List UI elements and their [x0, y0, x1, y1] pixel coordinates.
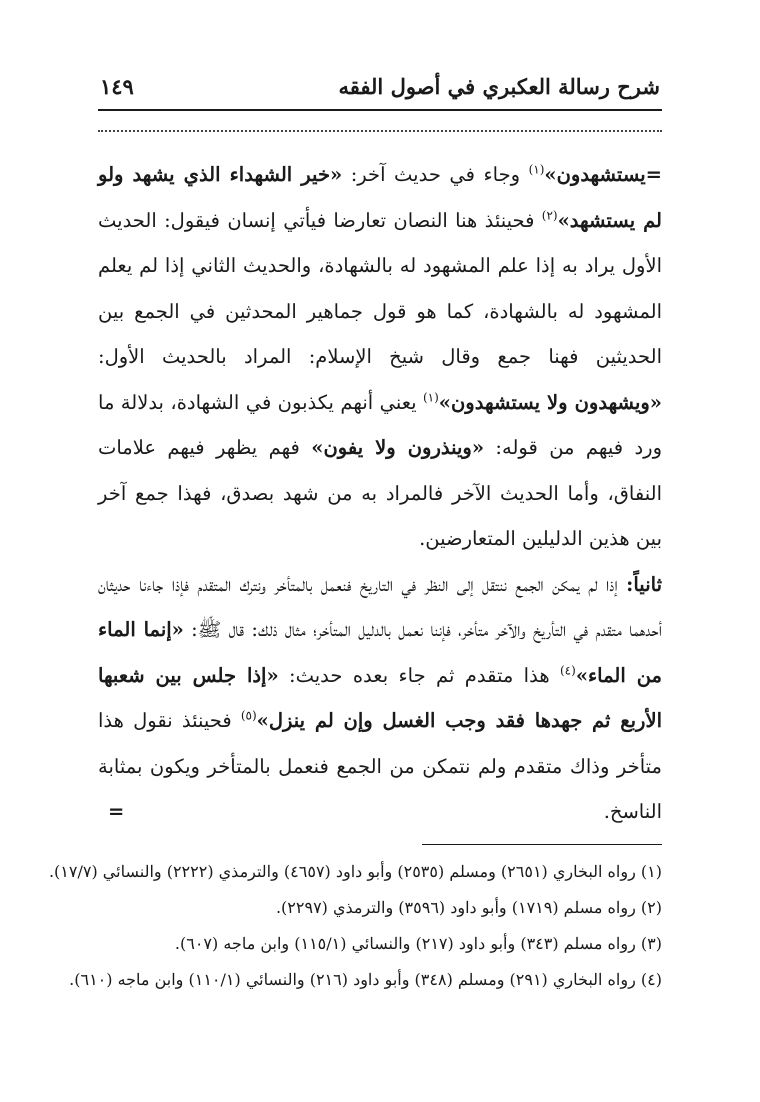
- quote-close-mark: »: [544, 163, 557, 186]
- dotted-divider: [98, 130, 662, 132]
- continuation-mark: =: [108, 800, 125, 823]
- footnote-2: (٢) رواه مسلم (١٧١٩) وأبو داود (٣٥٩٦) والترمذي (٢٢٩٧).: [275, 898, 662, 917]
- footnote-ref: (١): [528, 162, 545, 177]
- footnote-rule: [422, 844, 662, 845]
- main-text: [98, 152, 662, 835]
- text-run: يعني أنهم يكذبون في الشهادة، بدلالة ما ورد فيهم من قوله:: [98, 390, 662, 459]
- footnote-1: (١) رواه البخاري (٢٦٥١) ومسلم (٢٥٣٥) وأبو داود (٤٦٥٧) والترمذي (٢٢٢٢) والنسائي (١٧/٧).: [48, 862, 662, 881]
- quote-continuation: =يستشهدون: [556, 163, 662, 186]
- footnotes: [48, 854, 662, 998]
- hadith-quote: «وينذرون ولا يفون»: [311, 436, 485, 459]
- paragraph-1: [98, 152, 662, 562]
- header-title: شرح رسالة العكبري في أصول الفقه: [338, 74, 660, 99]
- header-rule: [98, 109, 662, 111]
- hadith-quote: «إذا جلس بين شعبها الأربع ثم جهدها فقد وجب الغسل وإن لم ينزل»: [98, 663, 662, 732]
- text-run: فحينئذ هنا النصان تعارضا فيأتي إنسان فيقول: الحديث الأول يراد به إذا علم المشهود له بالشهادة، والحديث الثاني إذا لم يعلم المشهود له بالشهادة، كما هو قول جماهير المحدثين في الجمع بين الحديثين فهنا جمع وقال شيخ الإسلام: المراد بالحديث الأول:: [98, 208, 662, 368]
- hadith-quote: «إنما الماء من الماء»: [98, 618, 662, 687]
- running-header: [98, 68, 662, 108]
- text-run: هذا متقدم ثم جاء بعده حديث:: [278, 663, 560, 687]
- footnote-3: (٣) رواه مسلم (٣٤٣) وأبو داود (٢١٧) والنسائي (١١٥/١) وابن ماجه (٦٠٧).: [174, 934, 662, 953]
- footnote-ref: (١): [422, 390, 439, 404]
- text-run: وجاء في حديث آخر:: [342, 163, 529, 186]
- text-run: إذا لم يمكن الجمع ننتقل إلى النظر في التاريخ فنعمل بالمتأخر ونترك المتقدم فإذا جاءنا حديثان أحدهما متقدم في التأريخ والآخر متأخر، فإننا نعمل بالدليل المتأخر؛ مثال ذلك: قال ﷺ:: [98, 572, 663, 641]
- hadith-quote: «خير الشهداء الذي يشهد ولو لم يستشهد»: [98, 163, 662, 232]
- text-run: فحينئذ نقول هذا متأخر وذاك متقدم ولم نتمكن من الجمع فنعمل بالمتأخر ويكون بمثابة الناسخ.: [98, 709, 662, 823]
- footnote-ref: (٤): [559, 663, 576, 677]
- section-lead: ثانياً:: [626, 572, 662, 596]
- page-number: ١٤٩: [100, 74, 134, 99]
- footnote-ref: (٢): [541, 208, 558, 222]
- paragraph-2: [98, 562, 662, 835]
- footnote-4: (٤) رواه البخاري (٢٩١) ومسلم (٣٤٨) وأبو داود (٢١٦) والنسائي (١١٠/١) وابن ماجه (٦١٠).: [69, 970, 662, 989]
- hadith-quote: «ويشهدون ولا يستشهدون»: [438, 390, 662, 414]
- footnote-ref: (٥): [240, 708, 257, 723]
- text-run: فهم يظهر فيهم علامات النفاق، وأما الحديث الآخر فالمراد به من شهد بصدق، فهذا جمع آخر بين هذين الدليلين المتعارضين.: [98, 436, 662, 550]
